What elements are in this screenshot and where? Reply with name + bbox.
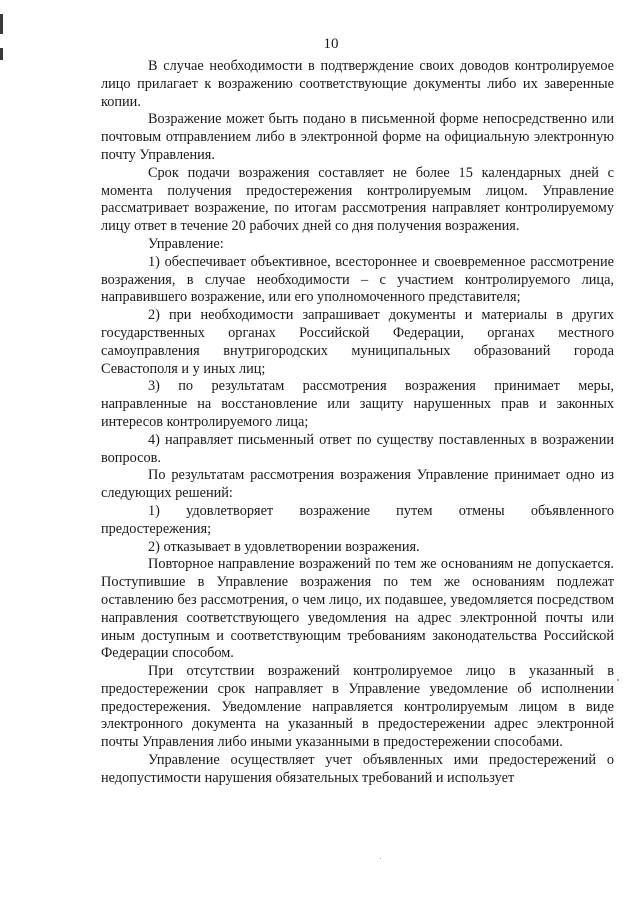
scan-speck xyxy=(617,679,619,681)
scan-margin-line-top xyxy=(0,14,3,34)
paragraph-authority-heading: Управление: xyxy=(148,235,224,252)
paragraph-decisions-intro: По результатам рассмотрения возражения Управление принимает одно из следующих решений: xyxy=(101,467,614,502)
list-item-requests-documents: 2) при необходимости запрашивает документы и материалы в других государственных органах Российской Федерации, органах местного самоуправления внутригородских муниципальных образований города Севастополя и у иных лиц; xyxy=(101,307,614,377)
page-number: 10 xyxy=(323,36,339,52)
paragraph-accounting: Управление осуществляет учет объявленных ими предостережений о недопустимости нарушения обязательных требований и использует xyxy=(101,752,614,786)
paragraph-no-objections: При отсутствии возражений контролируемое лицо в указанный в предостережении срок направляет в Управление уведомление об исполнении предостережения. Уведомление направляется контролируемым лицом в виде электронного документа на указанный в предостережении адрес электронной почты Управления либо иными указанными в предостережении способами. xyxy=(101,663,614,751)
paragraph-repeated-objections: Повторное направление возражений по тем же основаниям не допускается. Поступившие в Управление возражения по тем же основаниям подлежат оставлению без рассмотрения, о чем лицо, их подавшее, уведомляется посредством направления соответствующего уведомления на адрес электронной почты или иным доступным и соответствующим требованиям законодательства Российской Федерации способом. xyxy=(101,556,614,662)
paragraph-submission-form: Возражение может быть подано в письменной форме непосредственно или почтовым отправлением либо в электронной форме на официальную электронную почту Управления. xyxy=(101,111,614,163)
scan-speck xyxy=(380,858,381,859)
list-item-takes-measures: 3) по результатам рассмотрения возражения принимает меры, направленные на восстановление или защиту нарушенных прав и законных интересов контролируемого лица; xyxy=(101,378,614,430)
list-item-refuses: 2) отказывает в удовлетворении возражения. xyxy=(148,538,420,555)
paragraph-supporting-documents: В случае необходимости в подтверждение своих доводов контролируемое лицо прилагает к возражению соответствующие документы либо их заверенные копии. xyxy=(101,58,614,110)
list-item-sends-answer: 4) направляет письменный ответ по существу поставленных в возражении вопросов. xyxy=(101,431,614,466)
list-item-ensures-review: 1) обеспечивает объективное, всестороннее и своевременное рассмотрение возражения, в случае необходимости – с участием контролируемого лица, направившего возражение, или его уполномоченного представителя; xyxy=(101,253,614,306)
list-item-satisfies: 1) удовлетворяет возражение путем отмены объявленного предостережения; xyxy=(101,502,614,537)
document-body xyxy=(101,58,614,788)
paragraph-deadline: Срок подачи возражения составляет не более 15 календарных дней с момента получения предостережения контролируемым лицом. Управление рассматривает возражение, по итогам рассмотрения направляет контролируемому лицу ответ в течение 20 рабочих дней со дня получения возражения. xyxy=(101,164,614,235)
